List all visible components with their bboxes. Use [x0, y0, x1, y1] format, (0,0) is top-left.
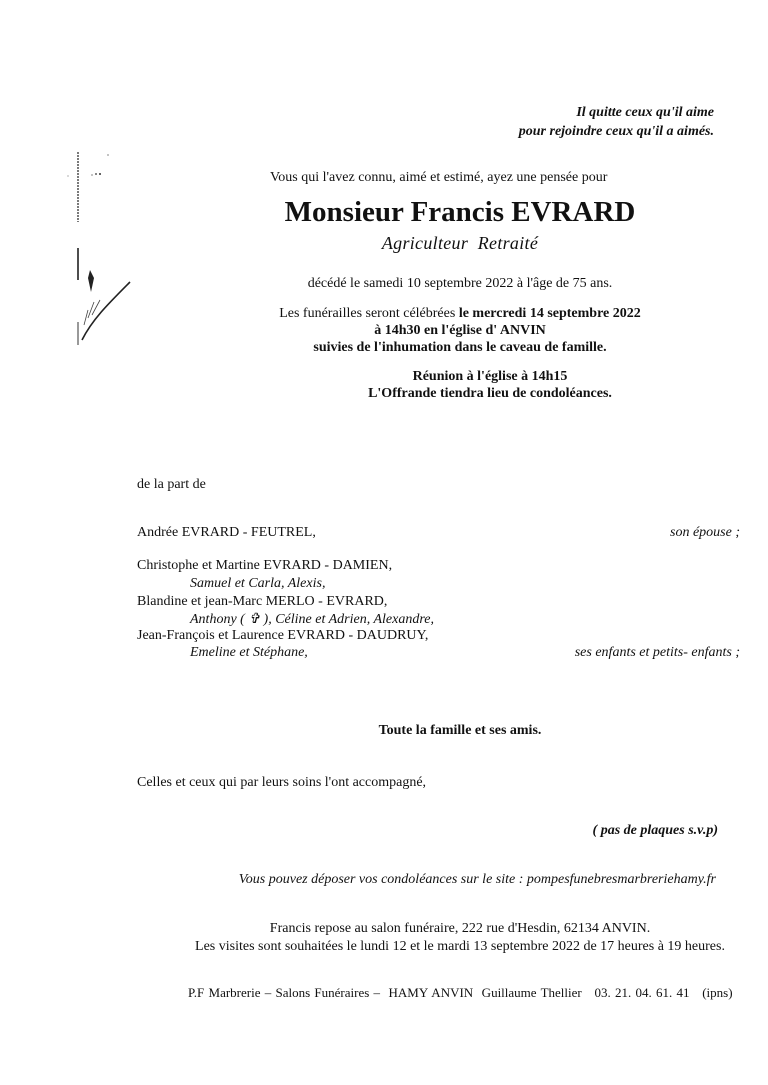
grandchildren-2: Anthony ( ✞ ), Céline et Adrien, Alexandre,: [190, 612, 434, 627]
intro-text: Vous qui l'avez connu, aimé et estimé, ayez une pensée pour: [270, 170, 608, 185]
deceased-occupation: Agriculteur Retraité: [381, 233, 539, 253]
child-family-2: Blandine et jean-Marc MERLO - EVRARD,: [137, 594, 388, 609]
epigraph: [519, 103, 714, 141]
funeral-line-1: Les funérailles seront célébrées le mercredi 14 septembre 2022: [279, 306, 641, 321]
deceased-name: Monsieur Francis EVRARD: [284, 196, 636, 228]
gathering-line-2: L'Offrande tiendra lieu de condoléances.: [368, 386, 612, 401]
epigraph-line-1: Il quitte ceux qu'il aime: [576, 105, 714, 120]
epigraph-line-2: pour rejoindre ceux qu'il a aimés.: [518, 124, 714, 139]
family-and-friends: Toute la famille et ses amis.: [378, 723, 542, 738]
spouse-name: Andrée EVRARD - FEUTREL,: [137, 525, 316, 540]
gathering-line-1: Réunion à l'église à 14h15: [412, 369, 568, 384]
spouse-relation: son épouse ;: [670, 525, 740, 540]
funeral-line-2: à 14h30 en l'église d' ANVIN: [374, 323, 546, 338]
children-relation: ses enfants et petits- enfants ;: [574, 645, 740, 660]
gathering-details: [0, 368, 768, 402]
funeral-details: [0, 305, 768, 356]
viewing-line-2: Les visites sont souhaitées le lundi 12 et le mardi 13 septembre 2022 de 17 heures à 19 heures.: [195, 939, 725, 954]
grandchildren-1: Samuel et Carla, Alexis,: [190, 576, 326, 591]
grandchildren-3: Emeline et Stéphane,: [190, 645, 308, 660]
death-notice: décédé le samedi 10 septembre 2022 à l'âge de 75 ans.: [307, 276, 613, 291]
no-plaques-note: ( pas de plaques s.v.p): [592, 823, 718, 838]
caregivers-text: Celles et ceux qui par leurs soins l'ont accompagné,: [137, 775, 427, 790]
from-label: de la part de: [137, 477, 206, 492]
viewing-details: [0, 920, 768, 956]
funeral-line-3: suivies de l'inhumation dans le caveau de famille.: [313, 340, 607, 355]
child-family-3: Jean-François et Laurence EVRARD - DAUDRUY,: [137, 628, 429, 643]
condolences-site-text: Vous pouvez déposer vos condoléances sur le site : pompesfunebresmarbreriehamy.fr: [238, 872, 716, 887]
viewing-line-1: Francis repose au salon funéraire, 222 rue d'Hesdin, 62134 ANVIN.: [269, 921, 651, 936]
child-family-1: Christophe et Martine EVRARD - DAMIEN,: [137, 558, 393, 573]
funeral-home-footer: P.F Marbrerie – Salons Funéraires – HAMY ANVIN Guillaume Thellier 03. 21. 04. 61. 41 (ipns): [188, 985, 733, 1000]
